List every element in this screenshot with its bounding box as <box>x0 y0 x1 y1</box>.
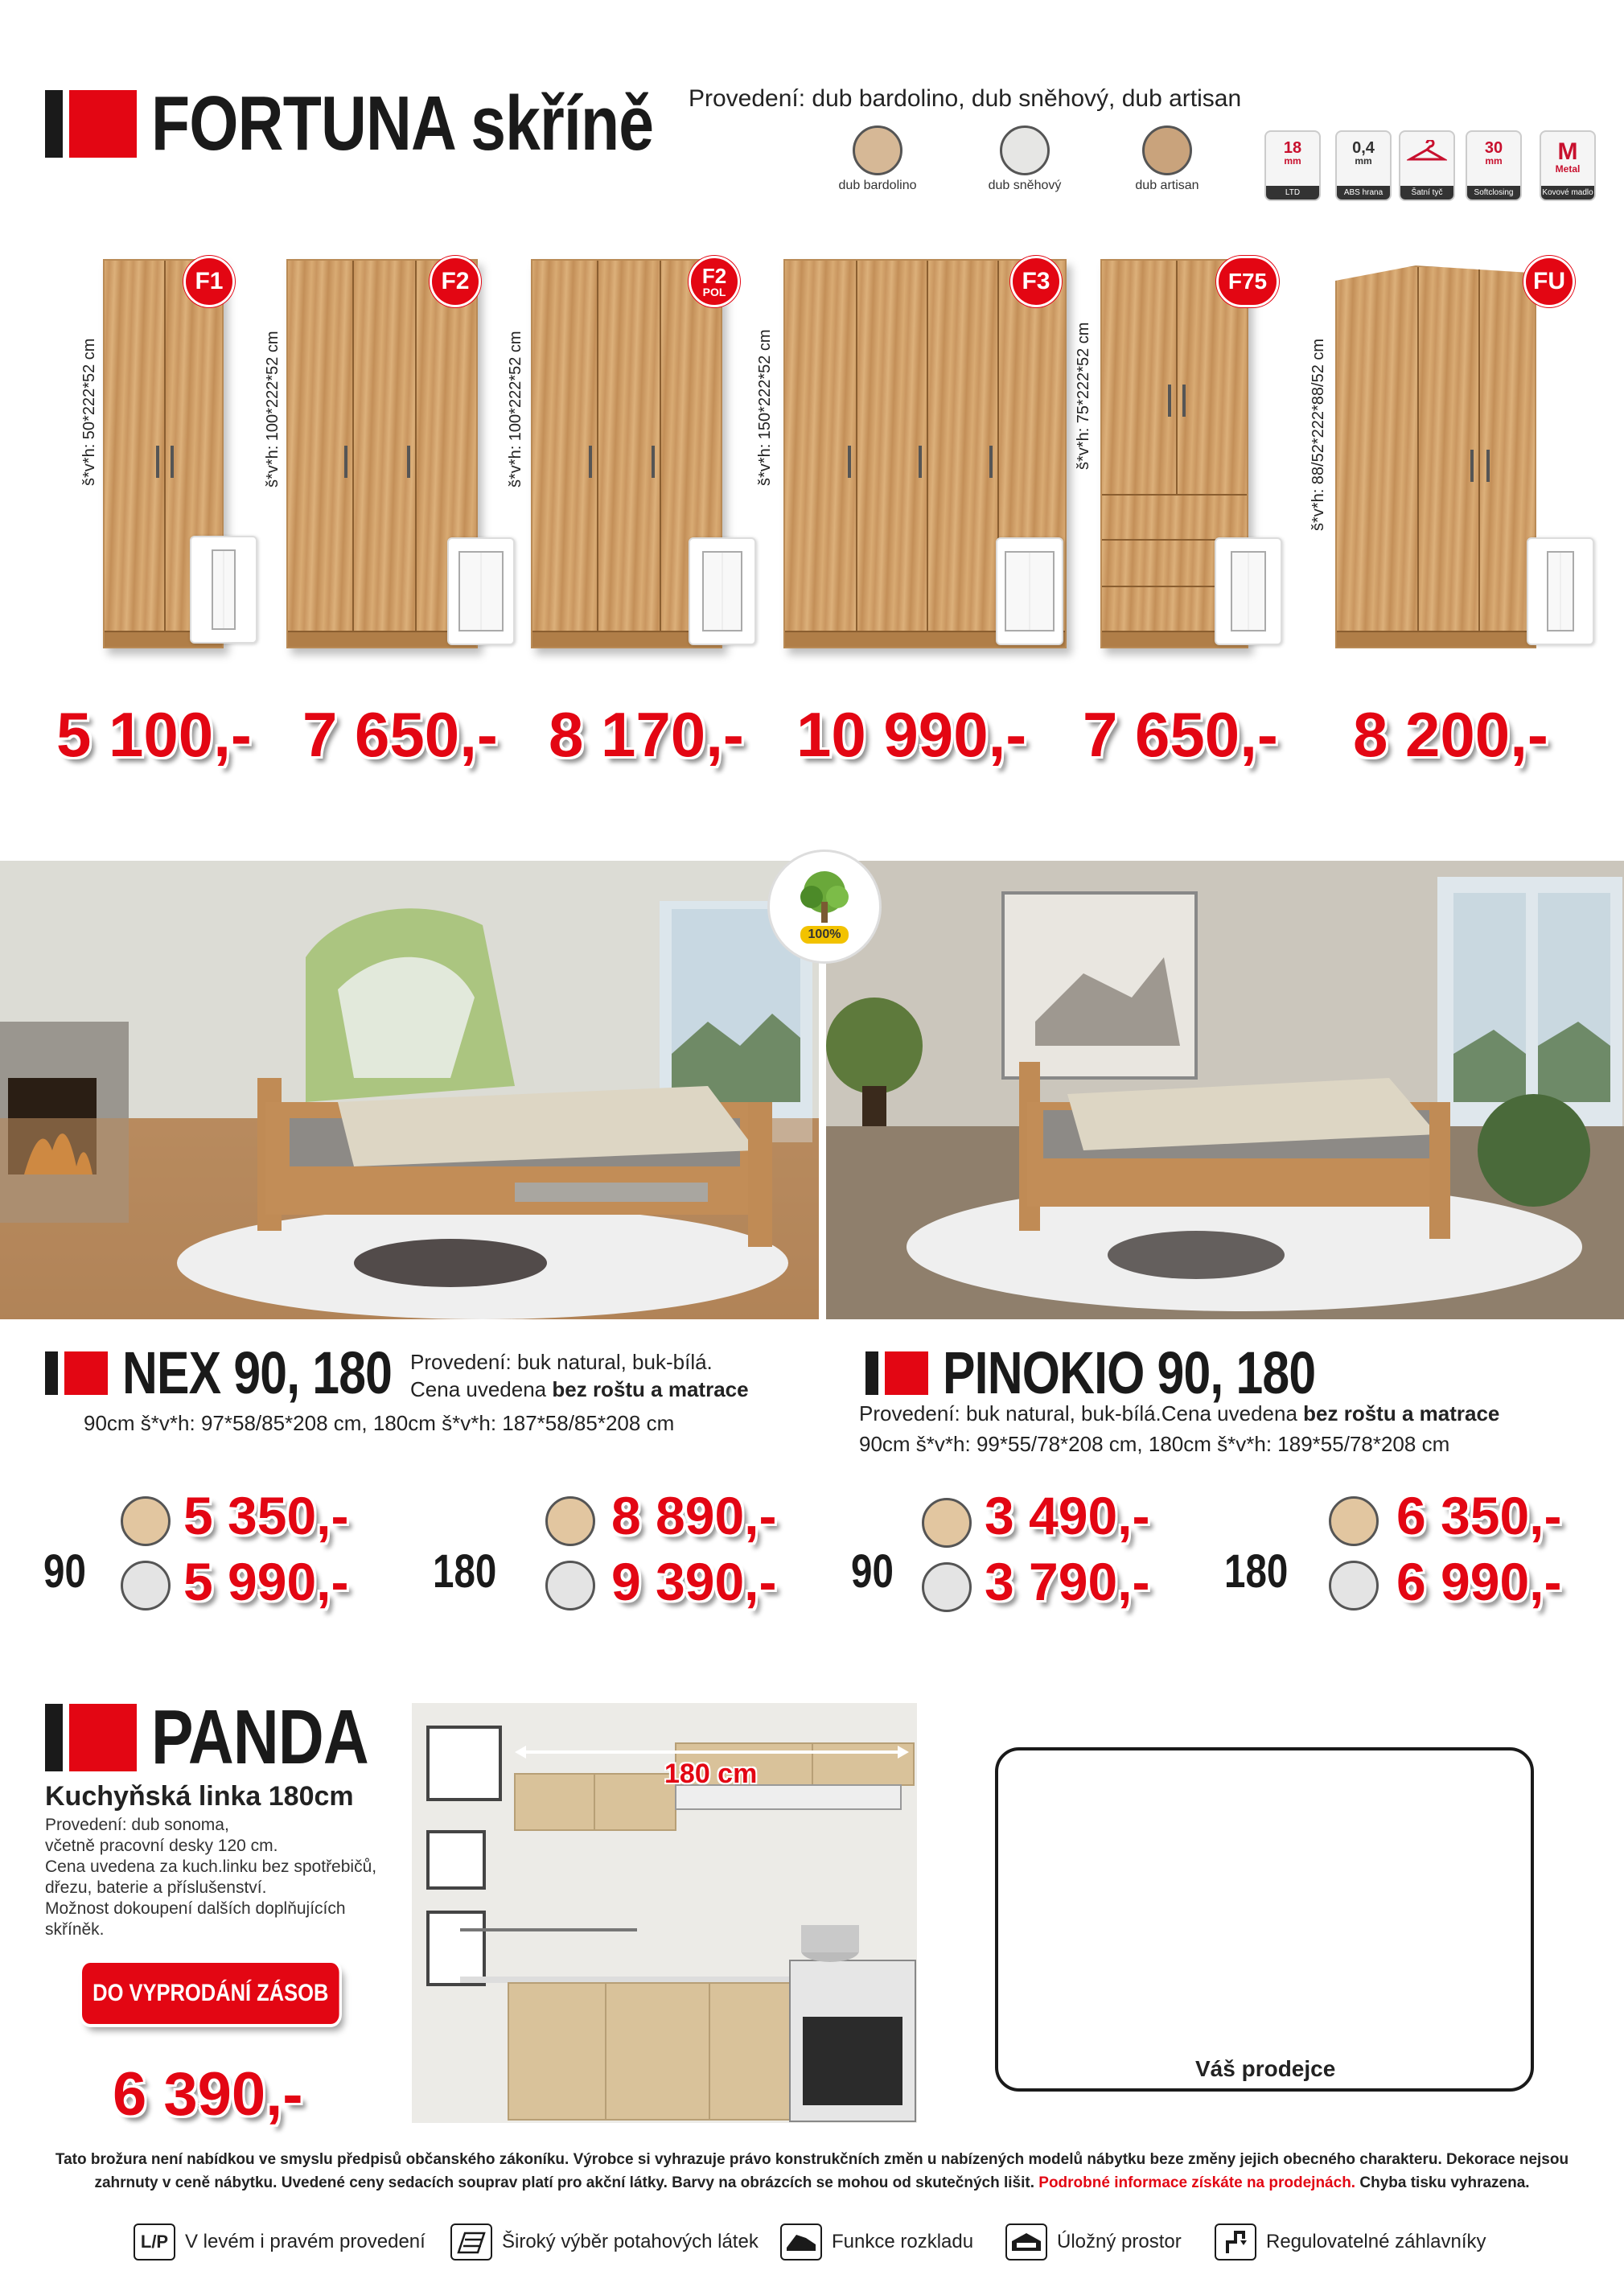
pinokio-brand-square <box>885 1351 928 1395</box>
spec-abs-label: ABS hrana <box>1337 186 1390 200</box>
nex-90-white-swatch <box>121 1561 171 1611</box>
spec-hanger-icon <box>1399 130 1455 201</box>
wardrobe-f3-dims: š*v*h: 150*222*52 cm <box>756 329 774 486</box>
nex-size-180: 180 <box>433 1545 497 1598</box>
pinokio-size-180: 180 <box>1224 1545 1289 1598</box>
feature-headrests <box>1215 2223 1486 2260</box>
spec-softclose-label: Softclosing <box>1467 186 1520 200</box>
panda-description <box>45 1815 376 1940</box>
wardrobe-f3-badge <box>1010 256 1062 307</box>
spec-abs-icon <box>1335 130 1392 201</box>
spec-ltd-icon <box>1264 130 1321 201</box>
spec-ltd-unit: mm <box>1284 155 1301 167</box>
legal-disclaimer <box>32 2148 1592 2195</box>
wardrobe-f2pol-price: 8 170,- <box>549 699 744 770</box>
wardrobe-f2-code: F2 <box>441 268 470 294</box>
left-right-icon: L/P <box>134 2223 175 2260</box>
nex-90-natural-price: 5 350,- <box>183 1486 349 1545</box>
swatch-artisan <box>1142 125 1192 175</box>
feature-fabrics-label: Široký výběr potahových látek <box>502 2231 759 2252</box>
nex-brand <box>45 1339 451 1406</box>
panda-desc-line: Provedení: dub sonoma, <box>45 1816 229 1834</box>
panda-desc-line: Možnost dokoupení dalších doplňujících <box>45 1899 346 1918</box>
sofa-bed-icon <box>780 2223 822 2260</box>
feature-storage <box>1005 2223 1182 2260</box>
legal-line-2-post: Chyba tisku vyhrazena. <box>1355 2174 1530 2192</box>
pinokio-variants <box>859 1401 1499 1426</box>
seller-label: Váš prodejce <box>1195 2056 1336 2081</box>
wardrobe-f2pol-dims: š*v*h: 100*222*52 cm <box>507 331 524 487</box>
wardrobe-fu-inner-image <box>1527 537 1594 645</box>
nex-brand-bar <box>45 1351 58 1395</box>
legal-line-2-pre: zahrnuty v ceně nábytku. Uvedené ceny sedacích souprav platí pro akční látky. Barvy na obrázcích se mohou od skutečných lišit. <box>94 2174 1039 2192</box>
nex-size-90: 90 <box>43 1545 86 1598</box>
wardrobe-f1-inner-image <box>190 536 257 644</box>
tree-icon <box>792 870 857 926</box>
pinokio-180-natural-price: 6 350,- <box>1396 1486 1562 1545</box>
pinokio-180-white-price: 6 990,- <box>1396 1552 1562 1611</box>
wardrobe-f3-inner-image <box>996 537 1063 645</box>
pinokio-variants-pre: Provedení: buk natural, buk-bílá.Cena uvedena <box>859 1401 1304 1425</box>
spec-metal-unit: Metal <box>1555 163 1581 175</box>
legal-line-1: Tato brožura není nabídkou ve smyslu předpisů občanského zákoníku. Výrobce si vyhrazuje právo konstrukčních změn u nabízených modelů nábytku beze změny jejich obecného charakteru. Dekorace nejsou <box>55 2151 1569 2168</box>
nex-variants: Provedení: buk natural, buk-bílá. <box>410 1350 713 1374</box>
panda-desc-line: skříněk. <box>45 1920 105 1939</box>
swatch-snehovy <box>1000 125 1050 175</box>
swatch-artisan-circle <box>1142 125 1192 175</box>
wardrobe-f2-price: 7 650,- <box>302 699 498 770</box>
spec-metal-icon <box>1540 130 1596 201</box>
nex-180-white-price: 9 390,- <box>611 1552 777 1611</box>
brand-bar <box>45 90 63 158</box>
hanger-icon <box>1407 140 1447 167</box>
panda-desc-line: včetně pracovní desky 120 cm. <box>45 1837 278 1855</box>
spec-abs-value: 0,4 <box>1352 139 1375 157</box>
seller-box <box>995 1747 1534 2092</box>
nex-180-natural-swatch <box>545 1496 595 1546</box>
spec-ltd-value: 18 <box>1283 139 1302 157</box>
swatch-snehovy-circle <box>1000 125 1050 175</box>
panda-price: 6 390,- <box>113 2060 303 2129</box>
wardrobe-f75-price: 7 650,- <box>1083 699 1278 770</box>
spec-ltd-label: LTD <box>1266 186 1319 200</box>
swatch-bardolino <box>853 125 902 175</box>
spec-metal-value: M <box>1557 138 1578 165</box>
feature-storage-label: Úložný prostor <box>1057 2231 1182 2252</box>
fortuna-variants-title: Provedení: dub bardolino, dub sněhový, dub artisan <box>689 85 1242 112</box>
pinokio-90-white-swatch <box>922 1562 972 1612</box>
feature-sleep-function <box>780 2223 973 2260</box>
pinokio-90-natural-price: 3 490,- <box>985 1486 1150 1545</box>
panda-brand <box>45 1694 416 1780</box>
wardrobe-f75-inner-image <box>1215 537 1282 645</box>
pinokio-brand-bar <box>865 1351 878 1395</box>
nex-price-note <box>410 1377 749 1402</box>
nex-dimensions: 90cm š*v*h: 97*58/85*208 cm, 180cm š*v*h: 187*58/85*208 cm <box>84 1411 675 1435</box>
kitchen-width-label: 180 cm <box>664 1759 758 1789</box>
pinokio-brand <box>865 1339 1397 1406</box>
wardrobe-f1-price: 5 100,- <box>56 699 252 770</box>
pinokio-variants-bold: bez roštu a matrace <box>1303 1401 1500 1425</box>
nex-price-note-bold: bez roštu a matrace <box>552 1377 749 1401</box>
wardrobe-fu-dims: š*v*h: 88/52*222*88/52 cm <box>1309 338 1327 531</box>
headrest-icon <box>1215 2223 1256 2260</box>
wardrobe-fu-badge <box>1523 256 1575 307</box>
pinokio-180-white-swatch <box>1329 1561 1379 1611</box>
wardrobe-f3-price: 10 990,- <box>796 699 1027 770</box>
nex-180-white-swatch <box>545 1561 595 1611</box>
panda-brand-square <box>69 1704 137 1771</box>
wardrobe-f2-badge <box>430 256 481 307</box>
wardrobe-f75-code: F75 <box>1227 269 1268 294</box>
clearance-button[interactable]: DO VYPRODÁNÍ ZÁSOB <box>82 1963 339 2024</box>
brand-square <box>69 90 137 158</box>
pinokio-dimensions: 90cm š*v*h: 99*55/78*208 cm, 180cm š*v*h: 189*55/78*208 cm <box>859 1432 1450 1456</box>
spec-softclose-icon <box>1466 130 1522 201</box>
kitchen-width-arrow <box>515 1744 909 1752</box>
pinokio-90-natural-swatch <box>922 1498 972 1548</box>
wardrobe-f75-badge <box>1216 256 1279 307</box>
feature-left-right-label: V levém i pravém provedení <box>185 2231 426 2252</box>
wardrobe-f1-badge <box>183 256 235 307</box>
wardrobe-fu-price: 8 200,- <box>1353 699 1548 770</box>
pinokio-bedroom-photo <box>826 861 1624 1319</box>
panda-brand-bar <box>45 1704 63 1771</box>
feature-sleep-function-label: Funkce rozkladu <box>832 2231 974 2252</box>
spec-hanger-label: Šatní tyč <box>1400 186 1453 200</box>
spec-softclose-unit: mm <box>1485 155 1503 167</box>
wardrobe-f75-dims: š*v*h: 75*222*52 cm <box>1075 322 1092 470</box>
wardrobe-f1-dims: š*v*h: 50*222*52 cm <box>80 338 98 486</box>
wardrobe-f2pol-badge <box>689 256 740 307</box>
spec-abs-unit: mm <box>1355 155 1372 167</box>
wardrobe-f2pol-code: F2 <box>701 264 727 288</box>
panda-title: PANDA <box>151 1694 368 1780</box>
feature-headrests-label: Regulovatelné záhlavníky <box>1266 2231 1486 2252</box>
pinokio-title: PINOKIO 90, 180 <box>943 1339 1316 1406</box>
legal-line-2 <box>32 2171 1592 2195</box>
wardrobe-f2-dims: š*v*h: 100*222*52 cm <box>264 331 282 487</box>
legal-line-2-red: Podrobné informace získáte na prodejnách. <box>1038 2174 1356 2192</box>
eco-100-badge <box>767 849 882 964</box>
nex-brand-square <box>64 1351 108 1395</box>
storage-icon <box>1005 2223 1047 2260</box>
nex-180-natural-price: 8 890,- <box>611 1486 777 1545</box>
pinokio-size-90: 90 <box>851 1545 894 1598</box>
fabric-icon <box>450 2223 492 2260</box>
eco-100-label: 100% <box>800 926 849 944</box>
panda-desc-line: dřezu, baterie a příslušenství. <box>45 1878 267 1897</box>
fortuna-brand <box>45 80 763 167</box>
spec-metal-label: Kovové madlo <box>1541 186 1594 200</box>
pinokio-180-natural-swatch <box>1329 1496 1379 1546</box>
wardrobe-fu-code: FU <box>1533 268 1565 294</box>
wardrobe-f2pol-inner-image <box>689 537 756 645</box>
pinokio-90-white-price: 3 790,- <box>985 1552 1150 1611</box>
nex-price-note-pre: Cena uvedena <box>410 1377 553 1401</box>
swatch-bardolino-circle <box>853 125 902 175</box>
nex-bedroom-photo <box>0 861 819 1319</box>
panda-desc-line: Cena uvedena za kuch.linku bez spotřebičů, <box>45 1857 377 1876</box>
wardrobe-fu <box>1335 265 1536 648</box>
swatch-artisan-label: dub artisan <box>1135 179 1199 192</box>
wardrobe-f1-code: F1 <box>195 268 224 294</box>
swatch-snehovy-label: dub sněhový <box>988 179 1062 192</box>
wardrobe-f3-code: F3 <box>1022 268 1050 294</box>
swatch-bardolino-label: dub bardolino <box>838 179 917 192</box>
nex-90-natural-swatch <box>121 1496 171 1546</box>
fortuna-title: FORTUNA skříně <box>151 80 654 167</box>
spec-softclose-value: 30 <box>1484 139 1503 157</box>
feature-left-right <box>134 2223 426 2260</box>
wardrobe-f2-inner-image <box>447 537 515 645</box>
feature-fabrics <box>450 2223 759 2260</box>
nex-title: NEX 90, 180 <box>122 1339 393 1406</box>
nex-90-white-price: 5 990,- <box>183 1552 349 1611</box>
panda-subtitle: Kuchyňská linka 180cm <box>45 1781 354 1812</box>
wardrobe-f2pol-sub: POL <box>702 286 726 298</box>
